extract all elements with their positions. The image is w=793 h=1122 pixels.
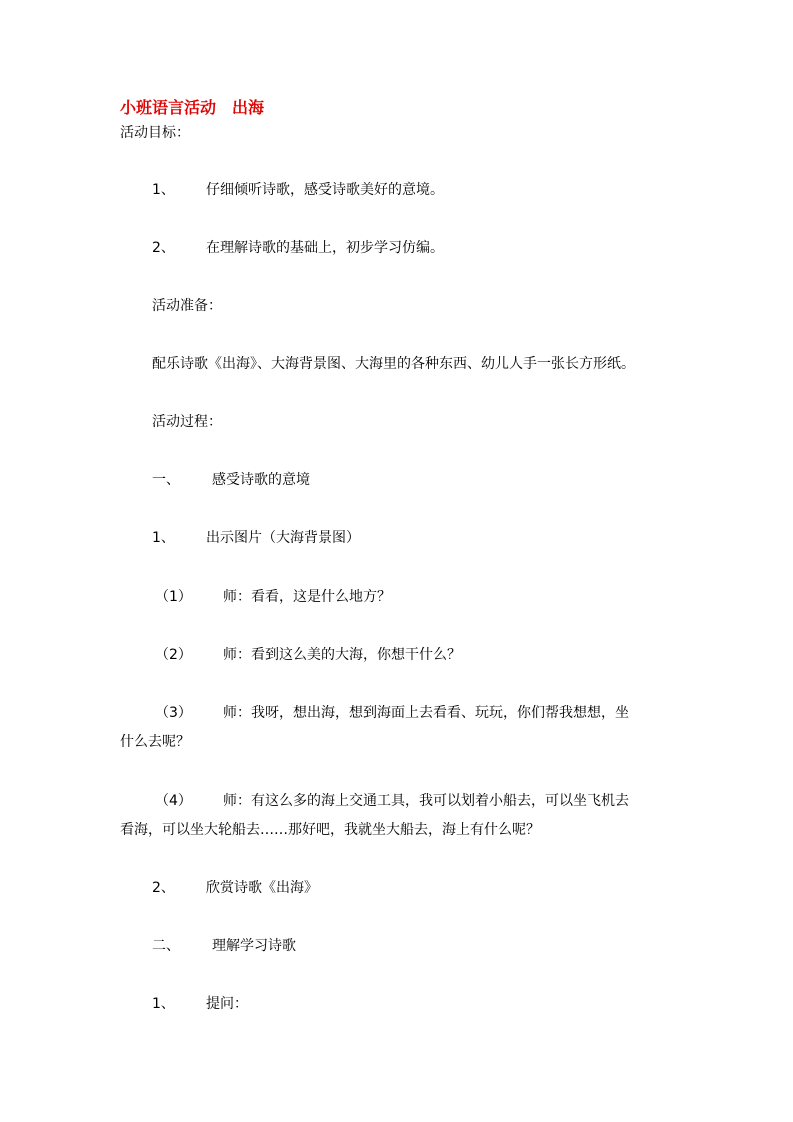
- question-4-line-2: [120, 820, 540, 840]
- section-1-item-1-text: 出示图片（大海背景图）: [206, 530, 360, 546]
- section-2-text: 理解学习诗歌: [212, 938, 296, 954]
- section-2-item-1-text: 提问：: [206, 996, 248, 1012]
- question-2-number: （2）: [155, 647, 192, 663]
- objective-heading-text: 活动目标：: [120, 125, 190, 141]
- page-title: 小班语言活动 出海: [120, 98, 265, 117]
- objective-item-1-number: 1、: [152, 182, 175, 198]
- section-2-number: 二、: [152, 938, 180, 954]
- preparation-heading: [152, 296, 222, 316]
- objective-heading: [120, 123, 190, 143]
- objective-item-2-number: 2、: [152, 240, 175, 256]
- question-4-number: （4）: [155, 793, 192, 809]
- question-3-text-line-2: 什么去呢？: [120, 734, 190, 750]
- section-1-number: 一、: [152, 472, 180, 488]
- objective-item-2-text: 在理解诗歌的基础上，初步学习仿编。: [206, 240, 444, 256]
- section-1-item-2-text: 欣赏诗歌《出海》: [206, 880, 318, 896]
- section-2-item-1-number: 1、: [152, 996, 175, 1012]
- question-1-text: 师：看看，这是什么地方？: [223, 589, 391, 605]
- question-2-text: 师：看到这么美的大海，你想干什么？: [223, 647, 461, 663]
- preparation-text-content: 配乐诗歌《出海》、大海背景图、大海里的各种东西、幼儿人手一张长方形纸。: [152, 356, 635, 372]
- objective-item-1-text: 仔细倾听诗歌，感受诗歌美好的意境。: [206, 182, 444, 198]
- question-3-text-line-1: 师：我呀，想出海，想到海面上去看看、玩玩，你们帮我想想，坐: [223, 705, 629, 721]
- question-3-number: （3）: [155, 705, 192, 721]
- section-1-item-2-number: 2、: [152, 880, 175, 896]
- preparation-text: [152, 354, 635, 374]
- process-heading: [152, 412, 222, 432]
- question-4-text-line-2: 看海，可以坐大轮船去……那好吧，我就坐大船去，海上有什么呢？: [120, 822, 540, 838]
- process-heading-text: 活动过程：: [152, 414, 222, 430]
- section-1-text: 感受诗歌的意境: [212, 472, 310, 488]
- question-1-number: （1）: [155, 589, 192, 605]
- preparation-heading-text: 活动准备：: [152, 298, 222, 314]
- section-1-item-1-number: 1、: [152, 530, 175, 546]
- question-3-line-2: [120, 732, 190, 752]
- question-4-text-line-1: 师：有这么多的海上交通工具，我可以划着小船去，可以坐飞机去: [223, 793, 629, 809]
